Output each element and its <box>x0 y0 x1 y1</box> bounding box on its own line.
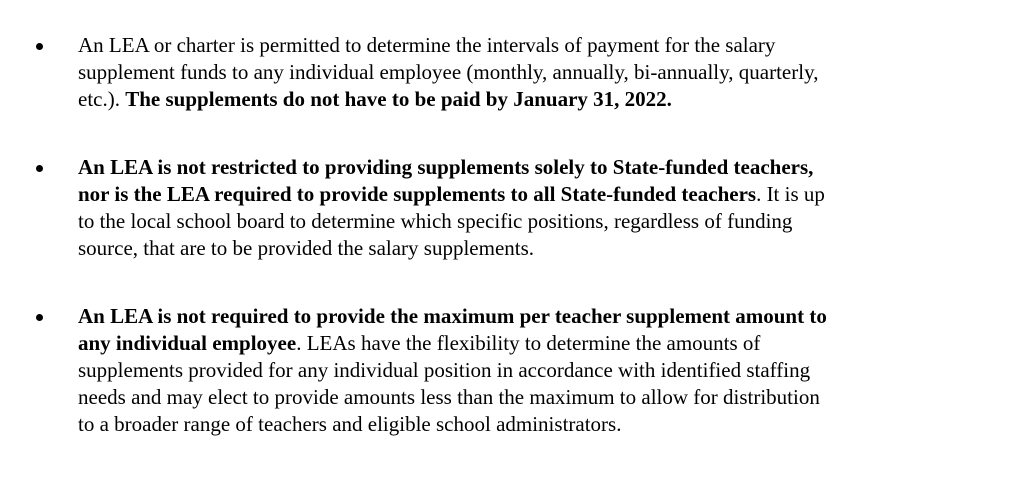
bold-text-span: any individual employee <box>78 331 297 355</box>
text-line <box>78 330 1008 357</box>
text-line <box>78 154 1008 181</box>
bullet-text <box>78 32 1008 113</box>
bold-text-span: nor is the LEA required to provide supplements to all State-funded teachers <box>78 182 757 206</box>
text-line <box>78 59 1008 86</box>
text-line <box>78 384 1008 411</box>
bullet-text <box>78 154 1008 262</box>
text-span: to a broader range of teachers and eligible school administrators. <box>78 412 622 436</box>
bold-text-span: The supplements do not have to be paid by January 31, 2022. <box>125 87 672 111</box>
text-span: source, that are to be provided the salary supplements. <box>78 236 535 260</box>
bullet-icon <box>36 165 43 172</box>
text-span: to the local school board to determine which specific positions, regardless of funding <box>78 209 793 233</box>
text-span: etc.). <box>78 87 126 111</box>
text-line <box>78 32 1008 59</box>
text-span: An LEA or charter is permitted to determine the intervals of payment for the salary <box>78 33 776 57</box>
text-span: . It is up <box>756 182 825 206</box>
text-span: . LEAs have the flexibility to determine the amounts of <box>296 331 761 355</box>
text-span: supplement funds to any individual employee (monthly, annually, bi-annually, quarterly, <box>78 60 819 84</box>
bold-text-span: An LEA is not required to provide the maximum per teacher supplement amount to <box>78 304 827 328</box>
bullet-icon <box>36 314 43 321</box>
text-line <box>78 411 1008 438</box>
text-line <box>78 357 1008 384</box>
bold-text-span: An LEA is not restricted to providing supplements solely to State-funded teachers, <box>78 155 814 179</box>
text-span: needs and may elect to provide amounts less than the maximum to allow for distribution <box>78 385 820 409</box>
text-line <box>78 208 1008 235</box>
bullet-icon <box>36 43 43 50</box>
text-line <box>78 86 1008 113</box>
text-span: supplements provided for any individual position in accordance with identified staffing <box>78 358 811 382</box>
text-line <box>78 235 1008 262</box>
text-line <box>78 181 1008 208</box>
text-line <box>78 303 1008 330</box>
bullet-text <box>78 303 1008 438</box>
